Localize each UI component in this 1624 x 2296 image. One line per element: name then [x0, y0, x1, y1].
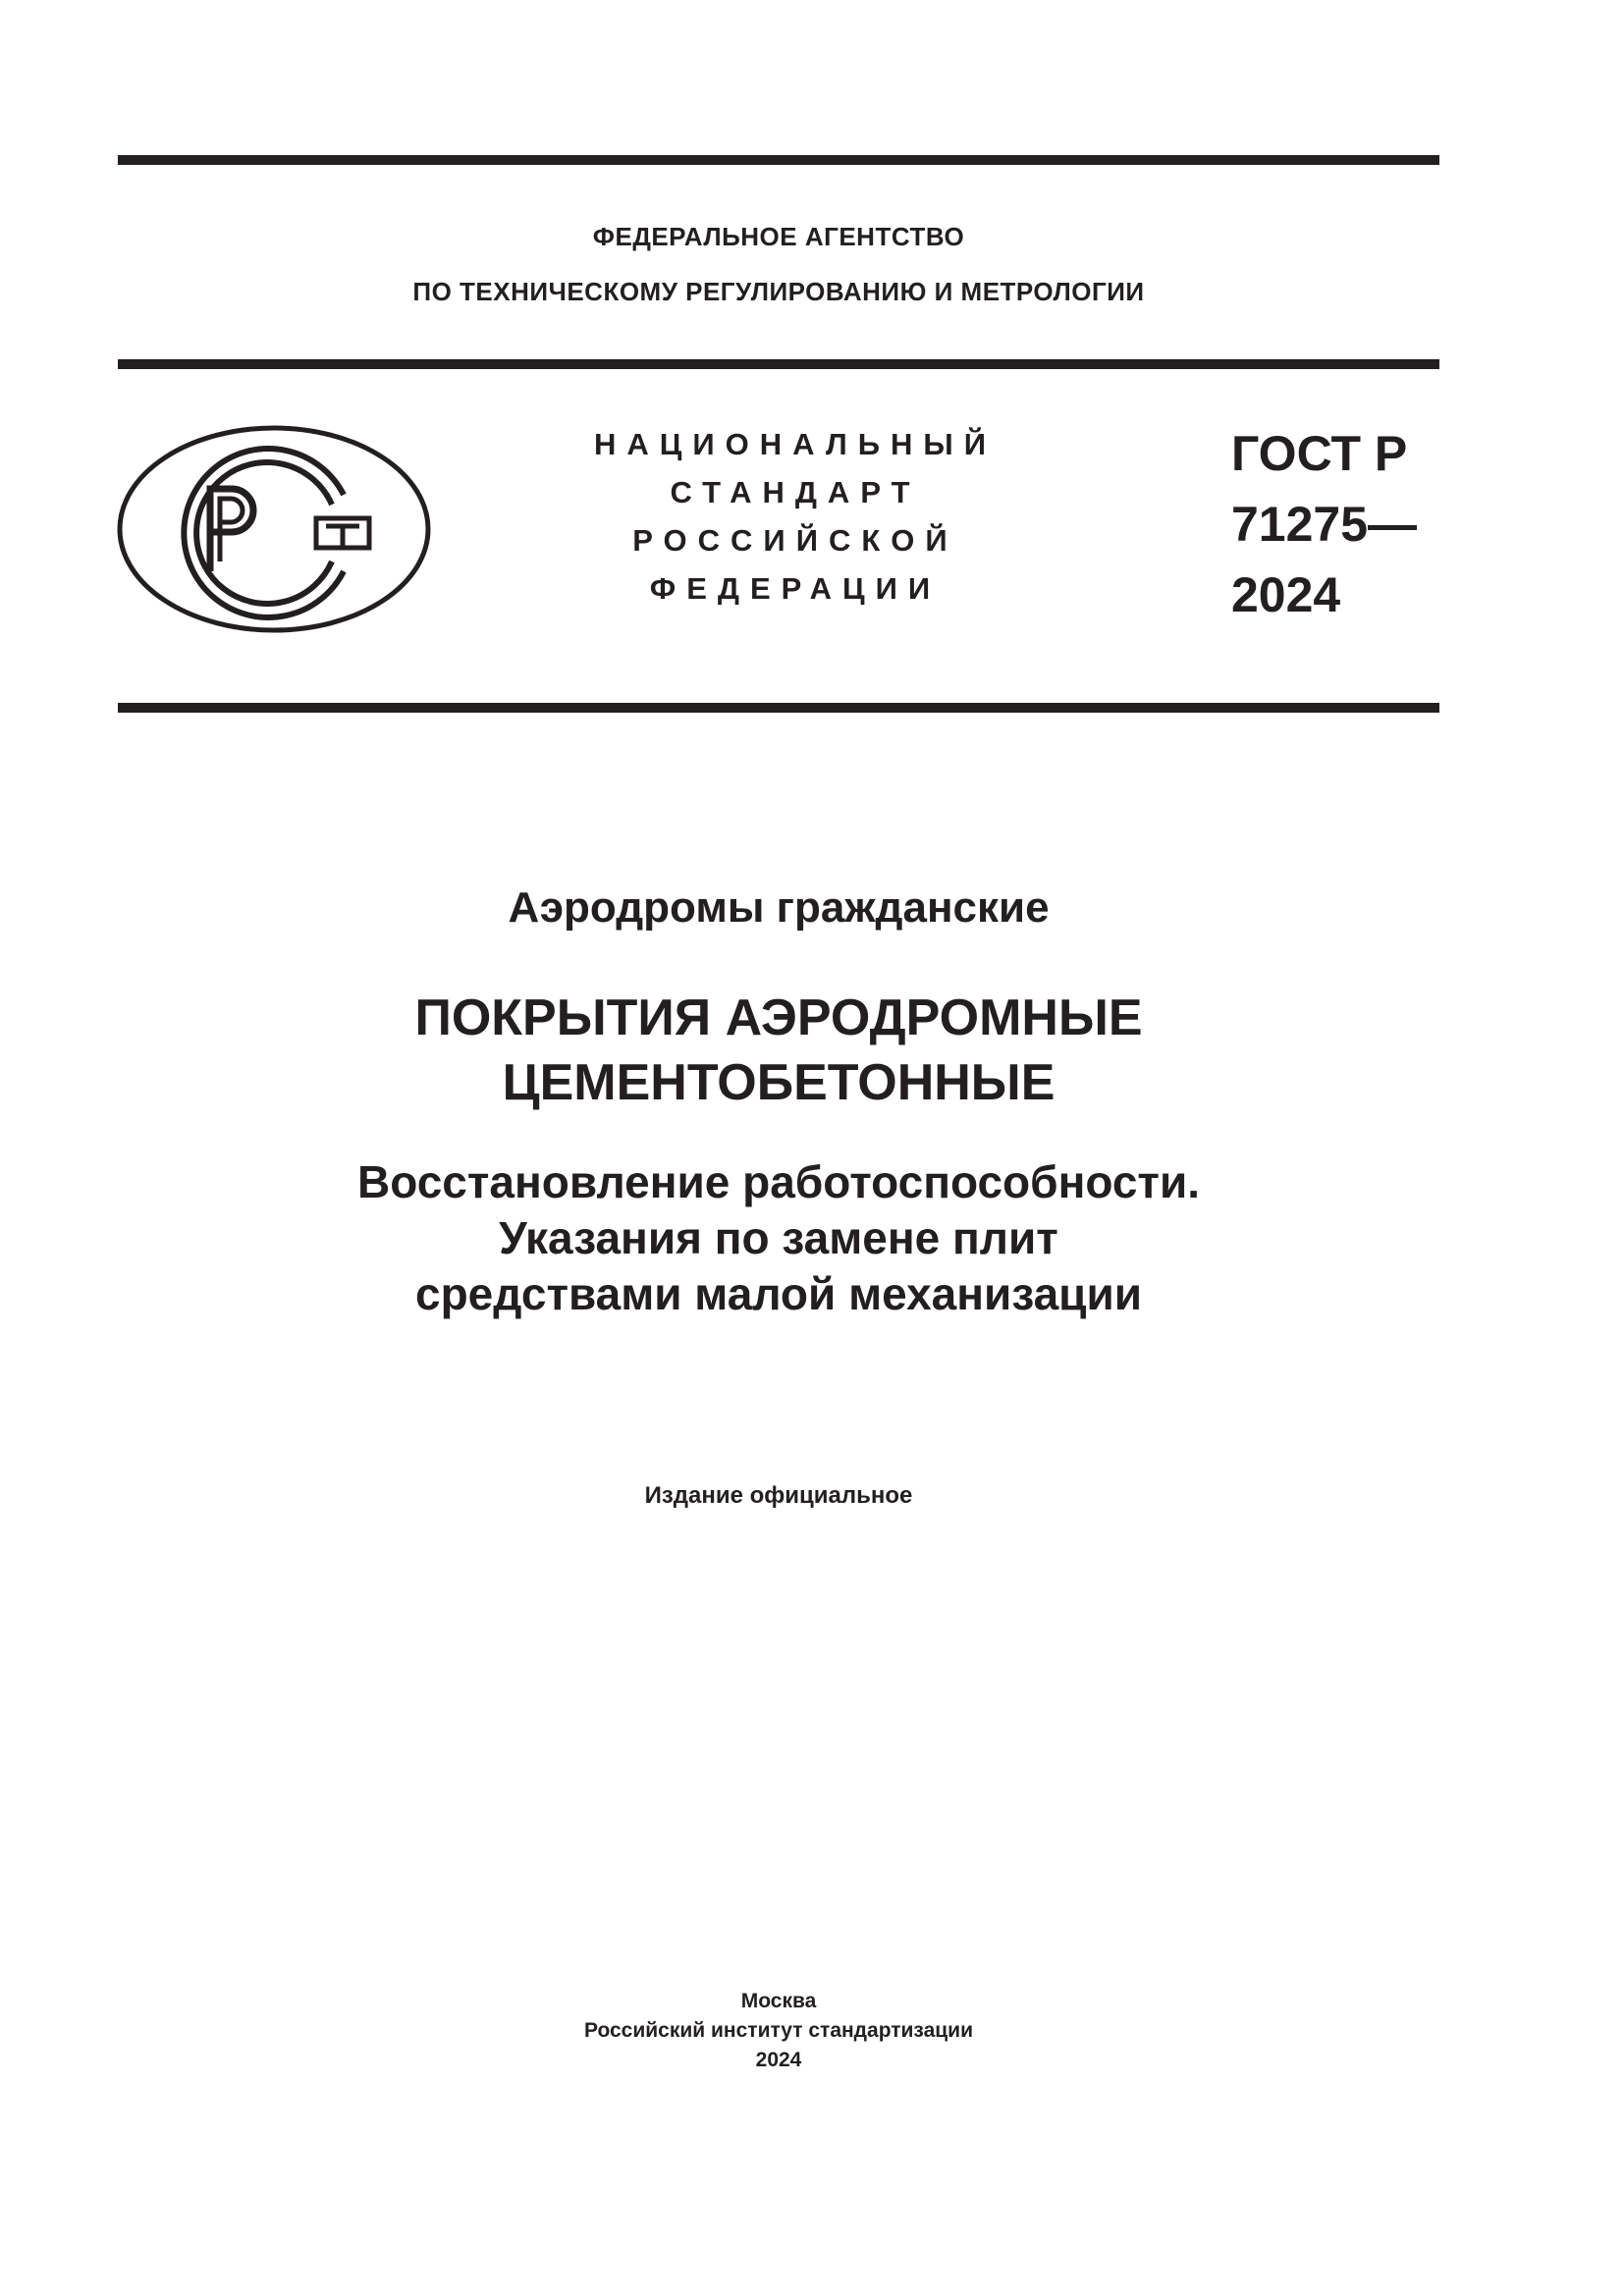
- title-sub: [0, 1154, 1557, 1322]
- title-main-line1: ПОКРЫТИЯ АЭРОДРОМНЫЕ: [414, 989, 1143, 1046]
- rst-logo-icon: [116, 424, 432, 634]
- header-rule: [118, 359, 1439, 369]
- standard-type-line3: РОССИЙСКОЙ: [632, 523, 958, 558]
- top-rule: [118, 155, 1439, 165]
- imprint-city: Москва: [740, 1990, 817, 2012]
- imprint-year: 2024: [755, 2049, 802, 2071]
- agency-name-line1: ФЕДЕРАЛЬНОЕ АГЕНТСТВО: [592, 222, 965, 251]
- title-group: Аэродромы гражданские: [508, 883, 1050, 932]
- standard-designation: [1231, 418, 1417, 630]
- designation-line2: 71275—: [1231, 497, 1418, 552]
- imprint: [0, 1987, 1557, 2075]
- agency-name-line2: ПО ТЕХНИЧЕСКОМУ РЕГУЛИРОВАНИЮ И МЕТРОЛОГИИ: [412, 277, 1145, 306]
- imprint-publisher: Российский институт стандартизации: [583, 2019, 974, 2042]
- title-main-line2: ЦЕМЕНТОБЕТОННЫЕ: [502, 1054, 1056, 1111]
- designation-line1: ГОСТ Р: [1231, 426, 1408, 481]
- title-sub-line3: средствами малой механизации: [415, 1268, 1142, 1319]
- section-rule: [118, 703, 1439, 713]
- standard-type-block: [589, 420, 1001, 613]
- standard-type-line4: ФЕДЕРАЦИИ: [649, 571, 942, 606]
- edition-label: Издание официальное: [644, 1482, 913, 1509]
- title-sub-line2: Указания по замене плит: [499, 1212, 1058, 1263]
- standard-type-line1: НАЦИОНАЛЬНЫЙ: [593, 427, 998, 461]
- standard-type-line2: СТАНДАРТ: [670, 475, 921, 509]
- title-sub-line1: Восстановление работоспособности.: [356, 1156, 1201, 1207]
- designation-line3: 2024: [1231, 567, 1341, 622]
- title-main: [0, 986, 1557, 1115]
